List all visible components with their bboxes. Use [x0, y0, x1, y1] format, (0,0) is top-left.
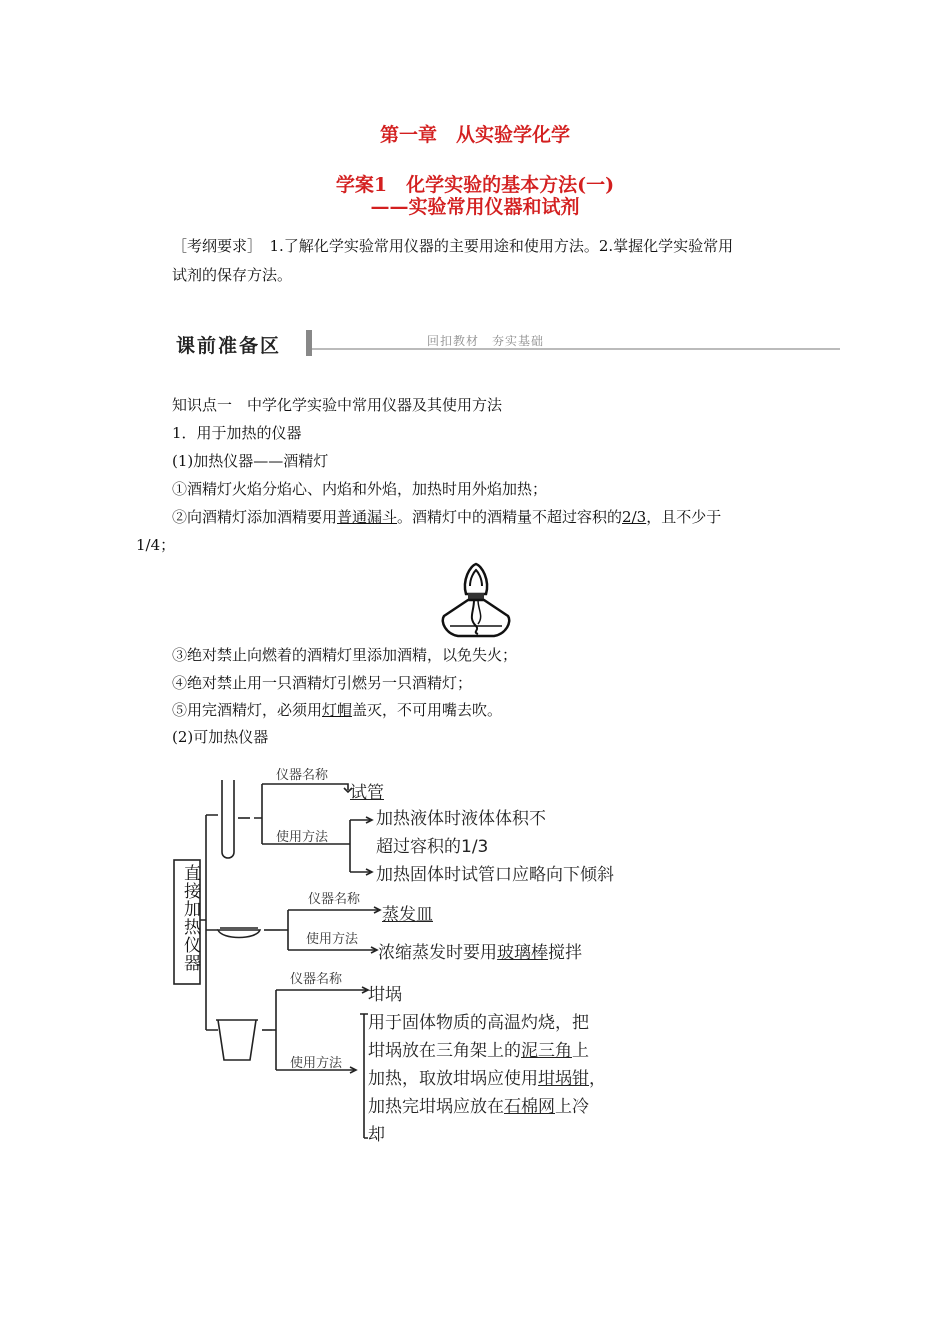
- banner-divider: [306, 330, 312, 356]
- point-3: ③绝对禁止向燃着的酒精灯里添加酒精，以免失火；: [172, 646, 518, 664]
- point-5-post: 盖灭，不可用嘴去吹。: [352, 701, 503, 719]
- topic-heading: 知识点一 中学化学实验中常用仪器及其使用方法: [172, 396, 503, 414]
- lesson-title: 学案1 化学实验的基本方法(一): [335, 174, 615, 196]
- crucible-usage-4-pre: 加热完坩埚应放在: [368, 1097, 504, 1117]
- point-4: ④绝对禁止用一只酒精灯引燃另一只酒精灯；: [172, 674, 473, 692]
- tube-usage-label: 使用方法: [276, 830, 329, 845]
- crucible-usage-label: 使用方法: [290, 1056, 343, 1071]
- section-banner: [172, 328, 840, 358]
- sub-heading-1: (1)加热仪器——酒精灯: [172, 452, 329, 470]
- item-1: 1．用于加热的仪器: [172, 424, 302, 442]
- alcohol-lamp-image: [428, 560, 524, 640]
- point-2-blank-2: 2/3: [622, 508, 647, 526]
- dish-usage-blank: 玻璃棒: [497, 943, 548, 963]
- crucible-usage-1: 用于固体物质的高温灼烧，把: [368, 1013, 589, 1033]
- crucible-name: 坩埚: [368, 985, 402, 1005]
- lesson-subtitle: ——实验常用仪器和试剂: [370, 196, 580, 218]
- crucible-usage-2-blank: 泥三角: [521, 1041, 572, 1061]
- banner-title: 课前准备区: [176, 335, 282, 357]
- tube-name: 试管: [350, 783, 384, 803]
- crucible-usage-4-blank: 石棉网: [504, 1097, 555, 1117]
- group-label: 直接加热仪器: [180, 864, 200, 972]
- crucible-usage-2: [368, 1036, 589, 1061]
- point-5: [172, 699, 502, 720]
- sub-heading-2: (2)可加热仪器: [172, 728, 269, 746]
- dish-usage-post: 搅拌: [548, 943, 582, 963]
- crucible-usage-4-post: 上冷: [555, 1097, 589, 1117]
- dish-usage: [378, 938, 582, 963]
- chapter-title: 第一章 从实验学化学: [379, 124, 570, 146]
- point-2-continued: 1/4；: [136, 536, 176, 554]
- crucible-usage-3-post: ，: [589, 1069, 606, 1089]
- dish-name-label: 仪器名称: [308, 892, 361, 907]
- heating-instruments-diagram: [170, 760, 620, 1150]
- point-5-pre: ⑤用完酒精灯，必须用: [172, 701, 323, 719]
- dish-usage-pre: 浓缩蒸发时要用: [378, 943, 497, 963]
- crucible-usage-3-pre: 加热，取放坩埚应使用: [368, 1069, 538, 1089]
- point-2-mid: 。酒精灯中的酒精量不超过容积的: [397, 508, 623, 526]
- tube-name-label: 仪器名称: [276, 768, 329, 783]
- crucible-usage-3-blank: 坩埚钳: [538, 1069, 589, 1089]
- crucible-usage-4: [368, 1092, 589, 1117]
- crucible-usage-2-post: 上: [572, 1041, 589, 1061]
- crucible-usage-5: 却: [368, 1125, 385, 1145]
- banner-rule: [312, 348, 840, 350]
- crucible-name-label: 仪器名称: [290, 972, 343, 987]
- point-2: [172, 506, 721, 527]
- tube-usage-2: 加热固体时试管口应略向下倾斜: [376, 865, 614, 885]
- crucible-usage-3: [368, 1064, 606, 1089]
- banner-subtitle: 回扣教材 夯实基础: [427, 334, 545, 348]
- point-2-pre: ②向酒精灯添加酒精要用: [172, 508, 338, 526]
- tube-usage-1a: 加热液体时液体体积不: [376, 809, 546, 829]
- point-1: ①酒精灯火焰分焰心、内焰和外焰，加热时用外焰加热；: [172, 480, 548, 498]
- requirements-line-2: 试剂的保存方法。: [172, 266, 293, 284]
- requirements-line-1: ［考纲要求］ 1.了解化学实验常用仪器的主要用途和使用方法。2.掌握化学实验常用: [172, 237, 734, 255]
- point-2-blank-1: 普通漏斗: [337, 508, 398, 526]
- point-2-post: ，且不少于: [646, 508, 722, 526]
- dish-name: 蒸发皿: [382, 905, 433, 925]
- dish-usage-label: 使用方法: [306, 932, 359, 947]
- tube-usage-1b: 超过容积的1/3: [376, 837, 489, 857]
- crucible-usage-2-pre: 坩埚放在三角架上的: [368, 1041, 521, 1061]
- point-5-blank: 灯帽: [322, 701, 353, 719]
